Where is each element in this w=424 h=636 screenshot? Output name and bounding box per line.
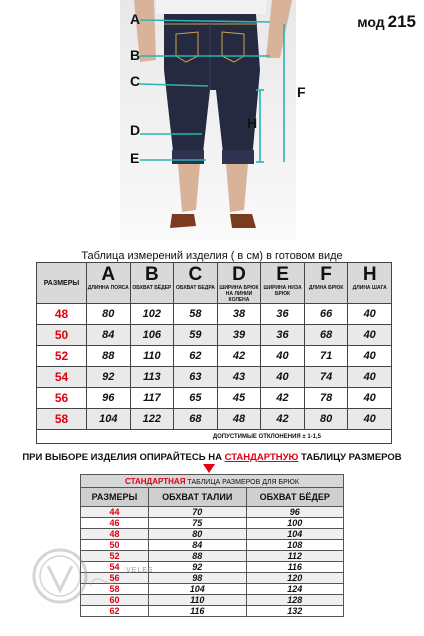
notice-highlight: СТАНДАРТНУЮ [224,452,299,463]
label-a: A [130,11,141,27]
standard-table-header: РАЗМЕРЫ ОБХВАТ ТАЛИИ ОБХВАТ БЁДЕР [81,488,344,507]
table-row: 44 70 96 [81,507,344,518]
label-c: C [130,73,141,89]
arrow-down-icon [203,464,215,473]
tolerance-note: ДОПУСТИМЫЕ ОТКЛОНЕНИЯ ± 1-1,5 [37,430,392,444]
table-row: 56 96 117 65 45 42 78 40 [37,388,392,409]
measurement-table-header [37,263,392,304]
watermark-logo-icon [28,536,128,616]
size-notice: ПРИ ВЫБОРЕ ИЗДЕЛИЯ ОПИРАЙТЕСЬ НА СТАНДАРТНУЮ ТАБЛИЦУ РАЗМЕРОВ [22,452,402,463]
table-row: 62 116 132 [81,606,344,617]
caption-highlight: СТАНДАРТНАЯ [125,476,186,486]
table-row: 50 84 108 [81,540,344,551]
size-column-header: РАЗМЕРЫ [37,263,87,304]
label-h: H [247,115,258,131]
table-row: 58 104 124 [81,584,344,595]
standard-table-caption: СТАНДАРТНАЯ ТАБЛИЦА РАЗМЕРОВ ДЛЯ БРЮК [81,475,344,488]
model-code: 215 [387,12,416,31]
watermark-text: VELES [126,567,154,574]
column-header-a: A ДЛИННА ПОЯСА [87,263,131,304]
column-header-e: E ШИРИНА НИЗА БРЮК [261,263,305,304]
column-header-d: D ШИРИНА БРЮК НА ЛИНИИ КОЛЕНА [217,263,261,304]
table-row: 50 84 106 59 39 36 68 40 [37,325,392,346]
measurement-table [36,262,392,444]
column-header-f: F ДЛИНА БРЮК [304,263,348,304]
table-row: 52 88 110 62 42 40 71 40 [37,346,392,367]
table-row: 48 80 104 [81,529,344,540]
label-b: B [130,47,141,63]
table-row: 54 92 113 63 43 40 74 40 [37,367,392,388]
table-row: 54 92 116 [81,562,344,573]
column-header-h: H ДЛИНА ШАГА [348,263,392,304]
column-header-b: B ОБХВАТ БЁДЕР [130,263,174,304]
model-number [357,12,416,32]
model-prefix: мод [357,14,385,30]
label-f: F [297,84,306,100]
table-row: 48 80 102 58 38 36 66 40 [37,304,392,325]
table-row: 46 75 100 [81,518,344,529]
product-photo [120,0,296,240]
table-row: 58 104 122 68 48 42 80 40 [37,409,392,430]
table-row: 56 98 120 [81,573,344,584]
measurement-table-caption: Таблица измерений изделия ( в см) в готовом виде [81,250,343,262]
label-e: E [130,150,140,166]
label-d: D [130,122,141,138]
tolerance-row [37,430,392,444]
table-row: 60 110 128 [81,595,344,606]
column-header-c: C ОБХВАТ БЕДРА [174,263,218,304]
table-row: 52 88 112 [81,551,344,562]
